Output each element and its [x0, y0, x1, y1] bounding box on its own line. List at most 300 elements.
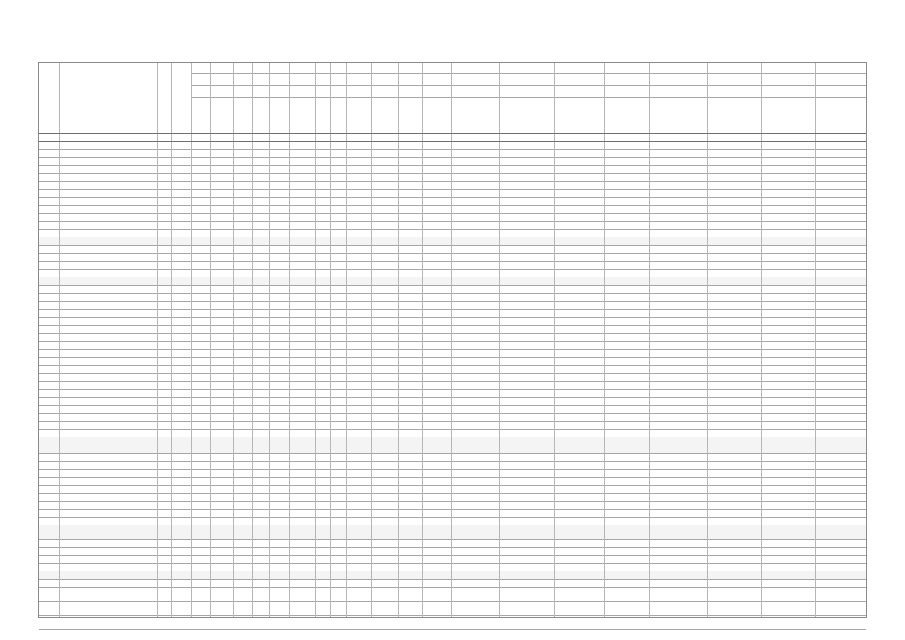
table-cell — [499, 469, 554, 477]
table-cell — [554, 493, 604, 501]
table-cell — [233, 437, 252, 445]
table-cell — [451, 333, 499, 341]
header-cell — [761, 103, 815, 111]
table-cell — [315, 381, 330, 389]
table-cell — [761, 165, 815, 173]
table-cell — [233, 389, 252, 397]
register-table — [38, 62, 867, 618]
table-cell — [451, 555, 499, 563]
table-cell — [499, 381, 554, 389]
table-cell — [346, 579, 371, 587]
table-cell — [649, 429, 707, 437]
table-cell — [649, 269, 707, 277]
table-cell — [554, 221, 604, 229]
table-cell — [371, 205, 398, 213]
table-cell — [604, 525, 649, 539]
table-cell — [233, 421, 252, 429]
table-cell — [761, 205, 815, 213]
table-cell — [451, 277, 499, 285]
table-cell — [649, 309, 707, 317]
address-cell — [59, 253, 157, 261]
table-cell — [422, 571, 451, 579]
table-cell — [191, 461, 210, 469]
address-cell — [59, 517, 157, 525]
table-cell — [330, 461, 346, 469]
column-rule — [191, 63, 192, 617]
table-cell — [554, 539, 604, 547]
table-cell — [346, 615, 371, 629]
table-row — [39, 461, 866, 469]
table-cell — [451, 381, 499, 389]
table-cell — [330, 349, 346, 357]
table-cell — [330, 571, 346, 579]
table-cell — [210, 477, 233, 485]
table-cell — [451, 373, 499, 381]
table-cell — [499, 317, 554, 325]
address-cell — [59, 173, 157, 181]
unit-cell — [171, 133, 191, 141]
table-cell — [815, 285, 868, 293]
table-cell — [171, 501, 191, 509]
table-cell — [252, 277, 269, 285]
address-cell — [59, 357, 157, 365]
table-cell — [252, 615, 269, 629]
table-cell — [398, 579, 422, 587]
table-cell — [815, 301, 868, 309]
table-cell — [371, 341, 398, 349]
table-cell — [171, 357, 191, 365]
table-cell — [269, 517, 289, 525]
table-row — [39, 165, 866, 173]
table-cell — [649, 245, 707, 253]
table-cell — [210, 501, 233, 509]
header-rule — [191, 73, 866, 74]
table-cell — [604, 181, 649, 189]
table-cell — [554, 413, 604, 421]
header-cell — [649, 103, 707, 111]
table-cell — [371, 189, 398, 197]
table-cell — [398, 245, 422, 253]
table-cell — [761, 181, 815, 189]
table-cell — [761, 325, 815, 333]
table-cell — [649, 301, 707, 309]
table-cell — [269, 141, 289, 149]
table-cell — [210, 437, 233, 445]
table-cell — [330, 453, 346, 461]
table-cell — [707, 381, 761, 389]
table-cell — [289, 563, 315, 571]
table-cell — [191, 357, 210, 365]
table-cell — [191, 547, 210, 555]
address-cell — [59, 469, 157, 477]
table-cell — [346, 547, 371, 555]
address-cell — [59, 389, 157, 397]
table-cell — [604, 397, 649, 405]
table-cell — [289, 421, 315, 429]
table-cell — [252, 555, 269, 563]
table-cell — [252, 547, 269, 555]
header-rule — [191, 97, 866, 98]
table-cell — [289, 221, 315, 229]
table-cell — [554, 213, 604, 221]
table-cell — [649, 571, 707, 579]
header-cell — [815, 103, 868, 111]
table-cell — [554, 477, 604, 485]
table-cell — [604, 571, 649, 579]
table-cell — [315, 501, 330, 509]
table-cell — [422, 341, 451, 349]
table-cell — [330, 309, 346, 317]
table-cell — [398, 325, 422, 333]
table-cell — [289, 245, 315, 253]
table-cell — [157, 615, 171, 629]
address-cell — [59, 261, 157, 269]
table-cell — [604, 237, 649, 245]
table-cell — [39, 601, 59, 615]
table-cell — [233, 293, 252, 301]
header-cell — [157, 103, 171, 111]
table-cell — [157, 309, 171, 317]
table-cell — [330, 563, 346, 571]
table-cell — [315, 277, 330, 285]
table-cell — [39, 245, 59, 253]
address-cell — [59, 277, 157, 285]
table-cell — [371, 563, 398, 571]
table-cell — [422, 189, 451, 197]
header-cell — [289, 103, 315, 111]
table-cell — [499, 309, 554, 317]
table-cell — [815, 571, 868, 579]
table-cell — [346, 373, 371, 381]
table-row — [39, 333, 866, 341]
table-cell — [252, 381, 269, 389]
header-cell — [330, 103, 346, 111]
table-cell — [554, 453, 604, 461]
table-cell — [371, 547, 398, 555]
table-cell — [171, 205, 191, 213]
table-cell — [604, 413, 649, 421]
table-cell — [422, 149, 451, 157]
table-row-subtotal — [39, 237, 866, 245]
table-cell — [422, 429, 451, 437]
table-cell — [451, 197, 499, 205]
table-cell — [252, 453, 269, 461]
table-cell — [761, 381, 815, 389]
table-cell — [39, 587, 59, 601]
table-cell — [315, 245, 330, 253]
table-cell — [649, 437, 707, 445]
table-row — [39, 555, 866, 563]
table-cell — [398, 141, 422, 149]
table-cell — [157, 601, 171, 615]
table-cell — [815, 381, 868, 389]
table-cell — [707, 189, 761, 197]
table-cell — [315, 517, 330, 525]
table-cell — [233, 615, 252, 629]
table-row-subtotal — [39, 437, 866, 445]
table-cell — [371, 141, 398, 149]
table-cell — [815, 547, 868, 555]
table-cell — [451, 563, 499, 571]
table-cell — [398, 421, 422, 429]
table-cell — [330, 509, 346, 517]
table-cell — [252, 213, 269, 221]
table-cell — [252, 579, 269, 587]
table-cell — [289, 197, 315, 205]
table-cell — [315, 615, 330, 629]
table-cell — [171, 437, 191, 445]
header-bottom-rule — [39, 133, 866, 134]
table-cell — [39, 437, 59, 445]
table-cell — [649, 615, 707, 629]
table-cell — [398, 229, 422, 237]
table-cell — [157, 397, 171, 405]
table-row — [39, 149, 866, 157]
table-cell — [330, 601, 346, 615]
table-cell — [252, 261, 269, 269]
table-cell — [289, 349, 315, 357]
table-cell — [815, 213, 868, 221]
address-cell — [59, 349, 157, 357]
table-cell — [398, 397, 422, 405]
table-cell — [157, 317, 171, 325]
table-cell — [649, 579, 707, 587]
table-cell — [422, 615, 451, 629]
table-cell — [398, 261, 422, 269]
table-cell — [346, 165, 371, 173]
table-row — [39, 181, 866, 189]
table-cell — [233, 469, 252, 477]
table-row — [39, 205, 866, 213]
table-cell — [269, 477, 289, 485]
table-cell — [289, 517, 315, 525]
table-cell — [499, 181, 554, 189]
column-rule — [604, 63, 605, 617]
table-cell — [451, 229, 499, 237]
table-cell — [315, 341, 330, 349]
address-cell — [59, 485, 157, 493]
table-cell — [157, 365, 171, 373]
table-cell — [233, 325, 252, 333]
table-cell — [707, 357, 761, 365]
table-cell — [315, 165, 330, 173]
table-cell — [157, 229, 171, 237]
table-cell — [604, 157, 649, 165]
table-cell — [346, 437, 371, 445]
table-cell — [451, 237, 499, 245]
table-cell — [371, 229, 398, 237]
table-cell — [330, 293, 346, 301]
table-cell — [499, 245, 554, 253]
table-cell — [398, 405, 422, 413]
table-cell — [330, 253, 346, 261]
table-cell — [371, 373, 398, 381]
table-cell — [330, 357, 346, 365]
table-cell — [815, 229, 868, 237]
table-cell — [252, 349, 269, 357]
table-cell — [604, 213, 649, 221]
table-cell — [422, 229, 451, 237]
table-cell — [649, 237, 707, 245]
table-cell — [422, 389, 451, 397]
header-cell — [210, 103, 233, 111]
table-cell — [315, 437, 330, 445]
table-cell — [269, 405, 289, 413]
table-cell — [422, 293, 451, 301]
table-cell — [499, 563, 554, 571]
header-cell — [269, 103, 289, 111]
table-cell — [252, 601, 269, 615]
table-cell — [707, 253, 761, 261]
table-cell — [761, 285, 815, 293]
table-cell — [649, 277, 707, 285]
table-cell — [157, 469, 171, 477]
address-cell — [59, 325, 157, 333]
table-cell — [269, 221, 289, 229]
table-cell — [398, 485, 422, 493]
table-cell — [398, 453, 422, 461]
table-cell — [604, 285, 649, 293]
unit-cell — [59, 133, 157, 141]
table-cell — [499, 237, 554, 245]
table-cell — [422, 333, 451, 341]
table-cell — [451, 493, 499, 501]
table-cell — [761, 269, 815, 277]
table-cell — [761, 563, 815, 571]
table-cell — [210, 485, 233, 493]
table-row — [39, 509, 866, 517]
table-row — [39, 421, 866, 429]
table-cell — [398, 237, 422, 245]
table-cell — [210, 539, 233, 547]
table-cell — [499, 547, 554, 555]
table-cell — [815, 429, 868, 437]
table-cell — [649, 165, 707, 173]
table-cell — [233, 493, 252, 501]
table-cell — [371, 601, 398, 615]
table-cell — [604, 405, 649, 413]
table-cell — [346, 461, 371, 469]
table-cell — [815, 349, 868, 357]
table-cell — [346, 485, 371, 493]
table-cell — [554, 205, 604, 213]
table-cell — [815, 269, 868, 277]
table-cell — [554, 237, 604, 245]
table-cell — [269, 601, 289, 615]
table-cell — [39, 445, 59, 453]
table-cell — [157, 429, 171, 437]
table-cell — [269, 173, 289, 181]
table-cell — [233, 413, 252, 421]
table-cell — [252, 517, 269, 525]
table-cell — [649, 389, 707, 397]
table-cell — [451, 173, 499, 181]
table-cell — [289, 501, 315, 509]
table-cell — [707, 445, 761, 453]
table-cell — [815, 141, 868, 149]
table-cell — [191, 333, 210, 341]
table-cell — [554, 141, 604, 149]
table-cell — [346, 601, 371, 615]
table-cell — [707, 509, 761, 517]
table-cell — [269, 563, 289, 571]
table-cell — [191, 397, 210, 405]
table-cell — [371, 213, 398, 221]
address-cell — [59, 437, 157, 445]
table-cell — [269, 525, 289, 539]
table-cell — [371, 221, 398, 229]
table-row-subtotal — [39, 525, 866, 539]
column-rule — [761, 63, 762, 617]
table-cell — [649, 493, 707, 501]
table-cell — [554, 437, 604, 445]
table-cell — [346, 149, 371, 157]
table-cell — [191, 539, 210, 547]
table-cell — [157, 189, 171, 197]
table-cell — [649, 349, 707, 357]
table-cell — [398, 149, 422, 157]
table-cell — [815, 309, 868, 317]
table-cell — [761, 309, 815, 317]
table-cell — [315, 563, 330, 571]
table-cell — [554, 269, 604, 277]
table-cell — [210, 413, 233, 421]
table-cell — [398, 317, 422, 325]
address-cell — [59, 181, 157, 189]
table-cell — [233, 341, 252, 349]
table-cell — [210, 157, 233, 165]
table-cell — [157, 165, 171, 173]
table-cell — [315, 525, 330, 539]
table-cell — [346, 421, 371, 429]
table-cell — [499, 165, 554, 173]
table-row — [39, 365, 866, 373]
table-cell — [289, 309, 315, 317]
table-cell — [761, 587, 815, 601]
table-cell — [604, 469, 649, 477]
table-cell — [233, 555, 252, 563]
table-cell — [289, 141, 315, 149]
table-cell — [422, 445, 451, 453]
table-cell — [289, 317, 315, 325]
table-row — [39, 547, 866, 555]
table-cell — [233, 477, 252, 485]
table-cell — [289, 555, 315, 563]
address-cell — [59, 587, 157, 601]
table-cell — [233, 205, 252, 213]
table-cell — [499, 205, 554, 213]
table-cell — [210, 181, 233, 189]
address-cell — [59, 269, 157, 277]
table-cell — [422, 157, 451, 165]
table-cell — [398, 381, 422, 389]
table-cell — [233, 269, 252, 277]
table-cell — [157, 517, 171, 525]
table-cell — [422, 357, 451, 365]
table-cell — [499, 579, 554, 587]
table-cell — [346, 205, 371, 213]
table-cell — [171, 615, 191, 629]
table-cell — [157, 485, 171, 493]
address-cell — [59, 285, 157, 293]
table-cell — [815, 245, 868, 253]
table-row — [39, 453, 866, 461]
table-cell — [252, 173, 269, 181]
table-cell — [191, 197, 210, 205]
table-cell — [157, 261, 171, 269]
table-cell — [554, 173, 604, 181]
table-cell — [210, 601, 233, 615]
